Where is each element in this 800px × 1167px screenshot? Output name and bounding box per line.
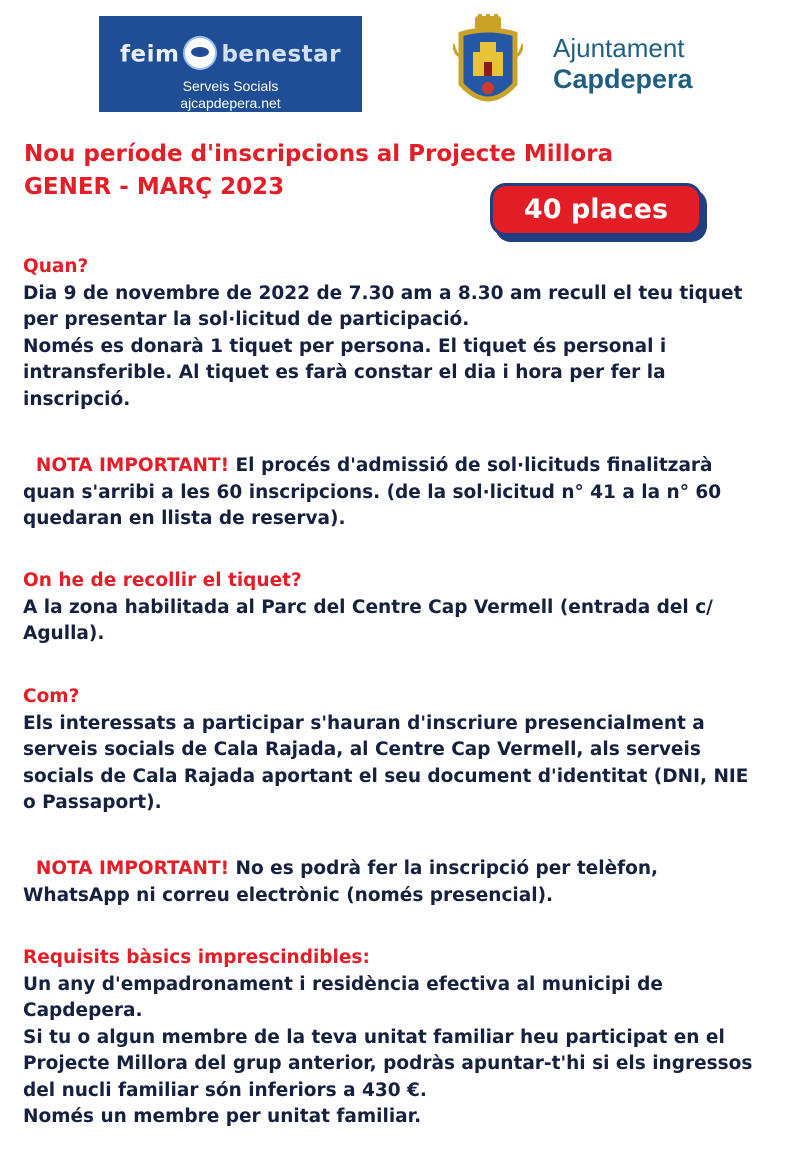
body-text: No es podrà fer la inscripció per telèfon, <box>235 858 659 879</box>
section-heading: Quan? <box>23 256 89 277</box>
body-line: Un any d'empadronament i residència efectiva al municipi de <box>23 973 663 995</box>
ajuntament-name: Capdepera <box>553 64 693 94</box>
nota-label: NOTA IMPORTANT! <box>35 858 230 879</box>
ajuntament-word: Ajuntament <box>553 33 685 63</box>
body-line: serveis socials de Cala Rajada, al Centre Cap Vermell, als serveis <box>23 739 701 760</box>
title-line-1: Nou període d'inscripcions al Projecte Millora <box>24 141 614 167</box>
section-com <box>23 684 760 817</box>
logo-wordmark <box>99 38 362 72</box>
section-nota-1 <box>23 453 760 533</box>
body-line: Capdepera. <box>23 1000 143 1021</box>
section-heading: Requisits bàsics imprescindibles: <box>23 947 370 968</box>
section-requisits <box>23 945 760 1131</box>
globe-icon <box>183 36 217 70</box>
nota-label: NOTA IMPORTANT! <box>35 455 230 476</box>
body-line: socials de Cala Rajada aportant el seu document d'identitat (DNI, NIE <box>23 765 749 787</box>
body-line: inscripció. <box>23 388 131 410</box>
body-line: Només un membre per unitat familiar. <box>23 1106 422 1127</box>
body-line: per presentar la sol·licitud de participació. <box>23 309 470 330</box>
serveis-socials-logo <box>99 16 362 112</box>
logo-benestar-text: benestar <box>221 41 342 68</box>
section-nota-2 <box>23 856 760 909</box>
body-line: A la zona habilitada al Parc del Centre Cap Vermell (entrada del c/ <box>23 596 713 618</box>
body-line: Dia 9 de novembre de 2022 de 7.30 am a 8.30 am recull el teu tiquet <box>23 282 743 304</box>
logo-feim-text: feim <box>119 41 180 68</box>
logo-url: ajcapdepera.net <box>180 95 281 111</box>
town-crest-icon <box>453 14 523 114</box>
section-heading: On he de recollir el tiquet? <box>23 570 302 591</box>
body-line: Agulla). <box>23 623 105 644</box>
places-badge: 40 places <box>490 183 702 236</box>
body-line: Només es donarà 1 tiquet per persona. El tiquet és personal i <box>23 335 667 357</box>
body-line: Si tu o algun membre de la teva unitat familiar heu participat en el <box>23 1026 725 1048</box>
body-line: o Passaport). <box>23 792 162 813</box>
body-line: Projecte Millora del grup anterior, podràs apuntar-t'hi si els ingressos <box>23 1053 753 1074</box>
body-line: intransferible. Al tiquet es farà constar el dia i hora per fer la <box>23 362 666 383</box>
logo-subtitle: Serveis Socials <box>182 78 279 94</box>
body-text: El procés d'admissió de sol·licituds finalitzarà <box>235 455 713 476</box>
section-quan <box>23 254 760 413</box>
body-line: quedaran en llista de reserva). <box>23 508 346 529</box>
body-line: quan s'arribi a les 60 inscripcions. (de la sol·licitud n° 41 a la n° 60 <box>23 481 722 503</box>
section-heading: Com? <box>23 686 80 707</box>
body-line: Els interessats a participar s'hauran d'inscriure presencialment a <box>23 712 705 734</box>
section-on <box>23 568 760 648</box>
nota-line <box>23 453 760 480</box>
body-line: WhatsApp ni correu electrònic (només presencial). <box>23 884 554 906</box>
body-line: del nucli familiar són inferiors a 430 €. <box>23 1079 427 1101</box>
title-line-2: GENER - MARÇ 2023 <box>24 174 285 200</box>
nota-line <box>23 856 760 883</box>
